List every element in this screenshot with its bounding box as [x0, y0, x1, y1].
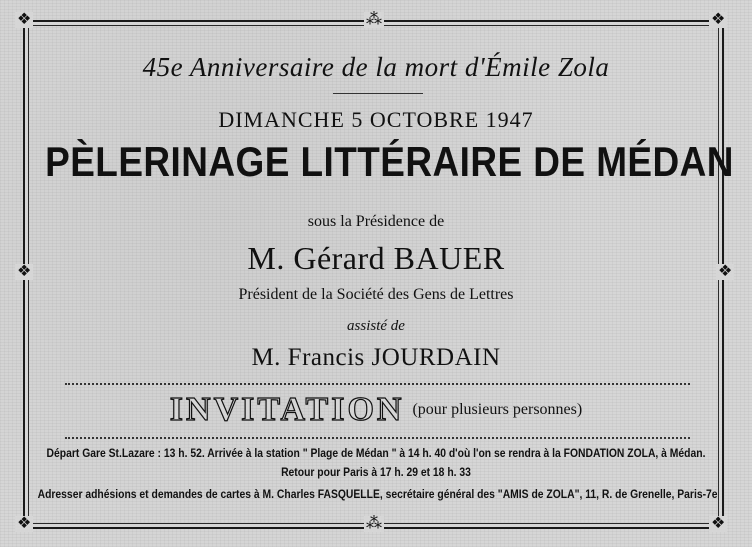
presidence-label: sous la Présidence de	[307, 213, 445, 230]
left-ornament-icon: ❖	[17, 263, 32, 280]
corner-ornament-icon: ❖	[17, 515, 32, 532]
anniversary-heading: 45e Anniversaire de la mort d'Émile Zola	[142, 52, 610, 82]
right-ornament-icon: ❖	[718, 263, 733, 280]
dotted-divider	[65, 437, 690, 439]
invitation-note: (pour plusieurs personnes)	[412, 401, 583, 418]
return-info: Retour pour Paris à 17 h. 29 et 18 h. 33	[281, 467, 471, 479]
corner-ornament-icon: ❖	[711, 11, 726, 28]
top-ornament-icon: ⁂	[366, 11, 382, 28]
invitation-word: INVITATION	[169, 391, 405, 428]
dotted-divider	[65, 383, 690, 385]
assistant-name: M. Francis JOURDAIN	[251, 344, 501, 371]
divider	[333, 93, 423, 94]
president-name: M. Gérard BAUER	[247, 240, 505, 276]
bottom-ornament-icon: ⁂	[366, 515, 382, 532]
invitation-heading	[0, 391, 752, 429]
corner-ornament-icon: ❖	[17, 11, 32, 28]
assisted-label: assisté de	[347, 318, 405, 334]
event-date: DIMANCHE 5 OCTOBRE 1947	[218, 107, 534, 132]
departure-info: Départ Gare St.Lazare : 13 h. 52. Arrivée à la station " Plage de Médan " à 14 h. 40 d'où l'on se rendra à la FONDATION ZOLA, à Médan.	[46, 448, 706, 460]
contact-info: Adresser adhésions et demandes de cartes à M. Charles FASQUELLE, secrétaire général des "AMIS de ZOLA", 11, R. de Grenelle, Paris-7e	[37, 489, 718, 501]
corner-ornament-icon: ❖	[711, 515, 726, 532]
president-role: Président de la Société des Gens de Lettres	[238, 286, 514, 303]
page-title: PÈLERINAGE LITTÉRAIRE DE MÉDAN	[45, 138, 734, 185]
